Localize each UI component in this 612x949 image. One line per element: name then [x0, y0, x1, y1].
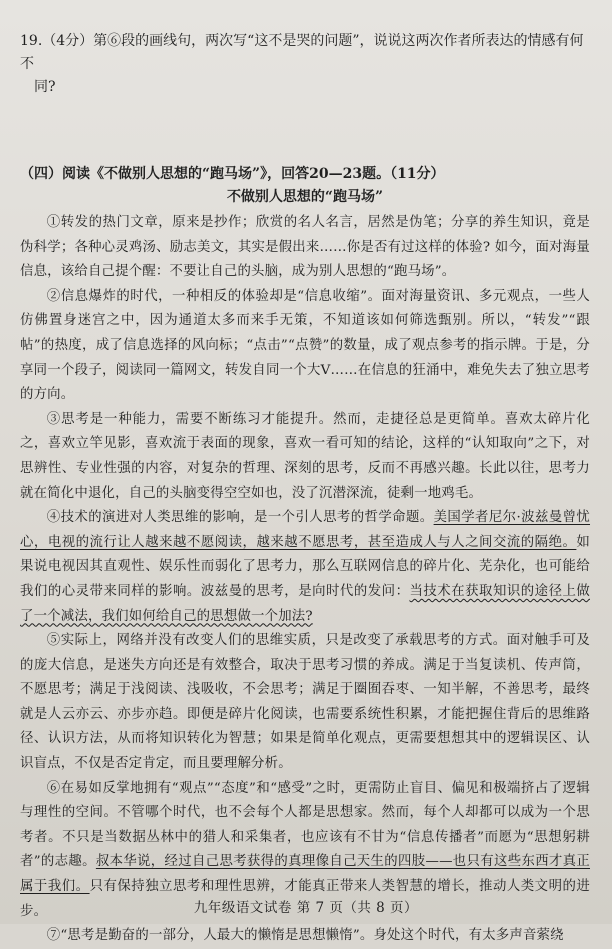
- section-title: （四）阅读《不做别人思想的“跑马场”》，回答20—23题。（11分）: [20, 166, 445, 182]
- paragraph-4-part-d: 波兹曼的思考，是向时代的发问：: [200, 583, 410, 599]
- question-19: [20, 30, 590, 99]
- paragraph-4-part-a: ④技术的演进对人类思维的影响，是一个引人思考的哲学命题。: [46, 510, 434, 526]
- question-19-line1: 19.（4分）第⑥段的画线句，两次写“这不是哭的问题”，说说这两次作者所表达的情感有何不: [20, 33, 584, 72]
- question-19-line2: 同?: [34, 79, 56, 95]
- paragraph-1: ①转发的热门文章，原来是抄作；欣赏的名人名言，居然是伪笔；分享的养生知识，竟是伪科学；各种心灵鸡汤、励志美文，其实是假出来……你是否有过这样的体验? 如今，面对海量信息，该给自己提个醒：不要让自己的头脑，成为别人思想的“跑马场”。: [20, 215, 590, 280]
- page-footer: 九年级语文试卷 第 7 页（共 8 页）: [193, 900, 419, 916]
- paragraph-4-wavy-sentence: 当技术在获取知识的途径上做了一个减法，我们如何给自己的思想做一个加法?: [20, 583, 590, 624]
- article-title: 不做别人思想的“跑马场”: [226, 189, 384, 205]
- paragraph-6-part-a: ⑥在易如反掌地拥有“观点”“态度”和“感受”之时，更需防止盲目、偏见和极端挤占了逻辑与理性的空间。不管哪个时代，也不会每个人都是思想家。然而，每个人却都可以成为一个思考者。不只是当数据丛林中的猎人和采集者，也应该有不甘为“信息传播者”而愿为“思想躬耕者”的志趣。: [20, 780, 590, 870]
- paragraph-3: ③思考是一种能力，需要不断练习才能提升。然而，走捷径总是更简单。喜欢太碎片化之，喜欢立竿见影，喜欢流于表面的现象，喜欢一看可知的结论，这样的“认知取向”之下，对思辨性、专业性强的内容，对复杂的哲理、深刻的思考，反而不再感兴趣。长此以往，思考力就在简化中退化，自己的头脑变得空空如也，没了沉潜深流，徒剩一地鸡毛。: [20, 411, 590, 501]
- paragraph-6-part-c: 只有保持独立思考和理性思辨，才能真正带来人类智慧的增长，推动人类文明的进步。: [20, 879, 591, 919]
- paragraph-7: ⑦“思考是勤奋的一部分，人最大的懒惰是思想懒惰”。身处这个时代，有太多声音萦绕: [46, 928, 564, 944]
- paragraph-4-part-c: 如果说电视因其直观性、娱乐性而弱化了思考力，那么互联网信息的碎片化、芜杂化，也可能给我们的心灵带来同样的影响。: [20, 534, 590, 599]
- paragraph-4-underlined-quote: 美国学者尼尔·波兹曼曾忧心，电视的流行让人越来越不愿阅读，越来越不愿思考，甚至造成人与人之间交流的隔绝。: [20, 510, 591, 550]
- paragraph-6-underlined-quote: 叔本华说，经过自己思考获得的真理像自己天生的四肢——也只有这些东西才真正属于我们。: [20, 854, 590, 895]
- paragraph-5: ⑤实际上，网络并没有改变人们的思维实质，只是改变了承载思考的方式。面对触手可及的庞大信息，是迷失方向还是有效整合，取决于思考习惯的养成。满足于当复读机、传声筒，不愿思考；满足于浅阅读、浅吸收，不会思考；满足于圈囿吞枣、一知半解，不善思考，最终就是人云亦云、亦步亦趋。即便是碎片化阅读，也需要系统性积累，才能把握住背后的思维路径、认识方法，从而将知识转化为智慧；如果是简单化观点，更需要想想其中的逻辑误区、认识盲点，不仅是否定肯定，而且要理解分析。: [20, 633, 590, 772]
- paragraph-4: [20, 506, 590, 629]
- paragraph-2: ②信息爆炸的时代，一种相反的体验却是“信息收缩”。面对海量资讯、多元观点，一些人仿佛置身迷宫之中，因为通道太多而来手无策，不知道该如何筛选甄别。所以，“转发”“跟帖”的热度，成了信息选择的风向标；“点击”“点赞”的数量，成了观点参考的指示牌。于是，分享同一个段子，阅读同一篇网文，转发自同一个大V……在信息的狂涌中，难免失去了独立思考的方向。: [20, 288, 590, 403]
